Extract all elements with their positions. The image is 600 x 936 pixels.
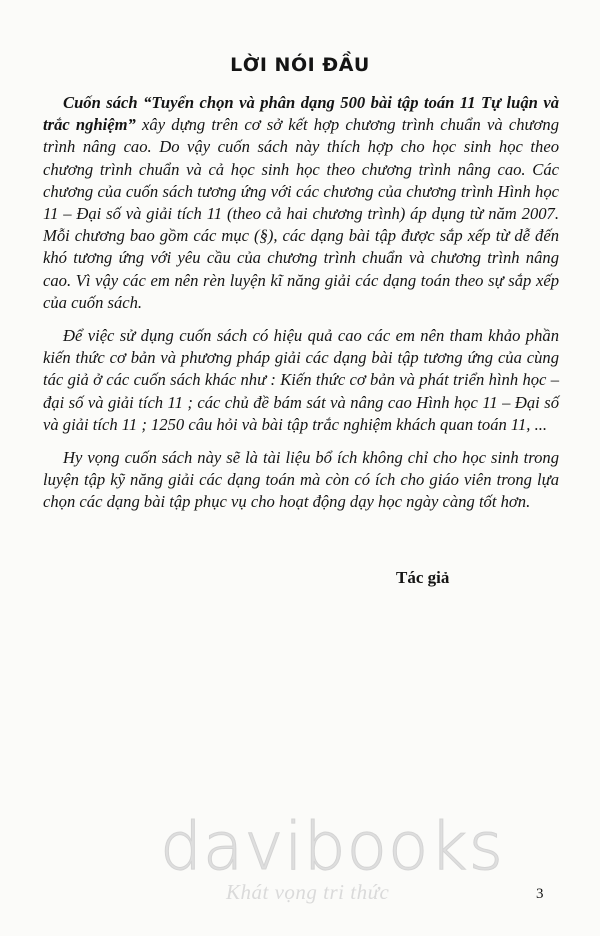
page-number: 3 bbox=[536, 886, 544, 902]
paragraph-2: Để việc sử dụng cuốn sách có hiệu quả cao các em nên tham khảo phần kiến thức cơ bản và phương pháp giải các dạng bài tập tương ứng của cùng tác giả ở các cuốn sách khác như : Kiến thức cơ bản và phát triển hình học – đại số và giải tích 11 ; các chủ đề bám sát và nâng cao Hình học 11 – Đại số và giải tích 11 ; 1250 câu hỏi và bài tập trắc nghiệm khách quan toán 11, ... bbox=[43, 326, 559, 434]
paragraph-1-text: xây dựng trên cơ sở kết hợp chương trình chuẩn và chương trình nâng cao. Do vậy cuốn sách này thích hợp cho học sinh học theo chương trình chuẩn và cả học sinh học theo chương trình nâng cao. Các chương của cuốn sách tương ứng với các chương của chương trình Hình học 11 – Đại số và giải tích 11 (theo cả hai chương trình) áp dụng từ năm 2007. Mỗi chương bao gồm các mục (§), các dạng bài tập được sắp xếp từ dễ đến khó tương ứng với yêu cầu của chương trình chuẩn và chương trình nâng cao. Vì vậy các em nên rèn luyện kĩ năng giải các dạng toán theo sự sắp xếp của cuốn sách. bbox=[43, 115, 559, 312]
watermark-logo: davibooks bbox=[160, 808, 504, 885]
paragraph-1 bbox=[43, 92, 559, 314]
book-title-emphasis: Cuốn sách “Tuyển chọn và phân dạng 500 bài tập toán 11 Tự luận và trắc nghiệm” bbox=[43, 93, 559, 135]
author-signature: Tác giả bbox=[396, 568, 450, 587]
watermark bbox=[160, 808, 504, 905]
preface-body bbox=[43, 92, 559, 525]
page-title: LỜI NÓI ĐẦU bbox=[230, 54, 370, 76]
paragraph-3: Hy vọng cuốn sách này sẽ là tài liệu bổ ích không chỉ cho học sinh trong luyện tập kỹ năng giải các dạng toán mà còn có ích cho giáo viên trong lựa chọn các dạng bài tập phục vụ cho hoạt động dạy học ngày càng tốt hơn. bbox=[43, 448, 559, 512]
watermark-tagline: Khát vọng tri thức bbox=[226, 880, 390, 904]
